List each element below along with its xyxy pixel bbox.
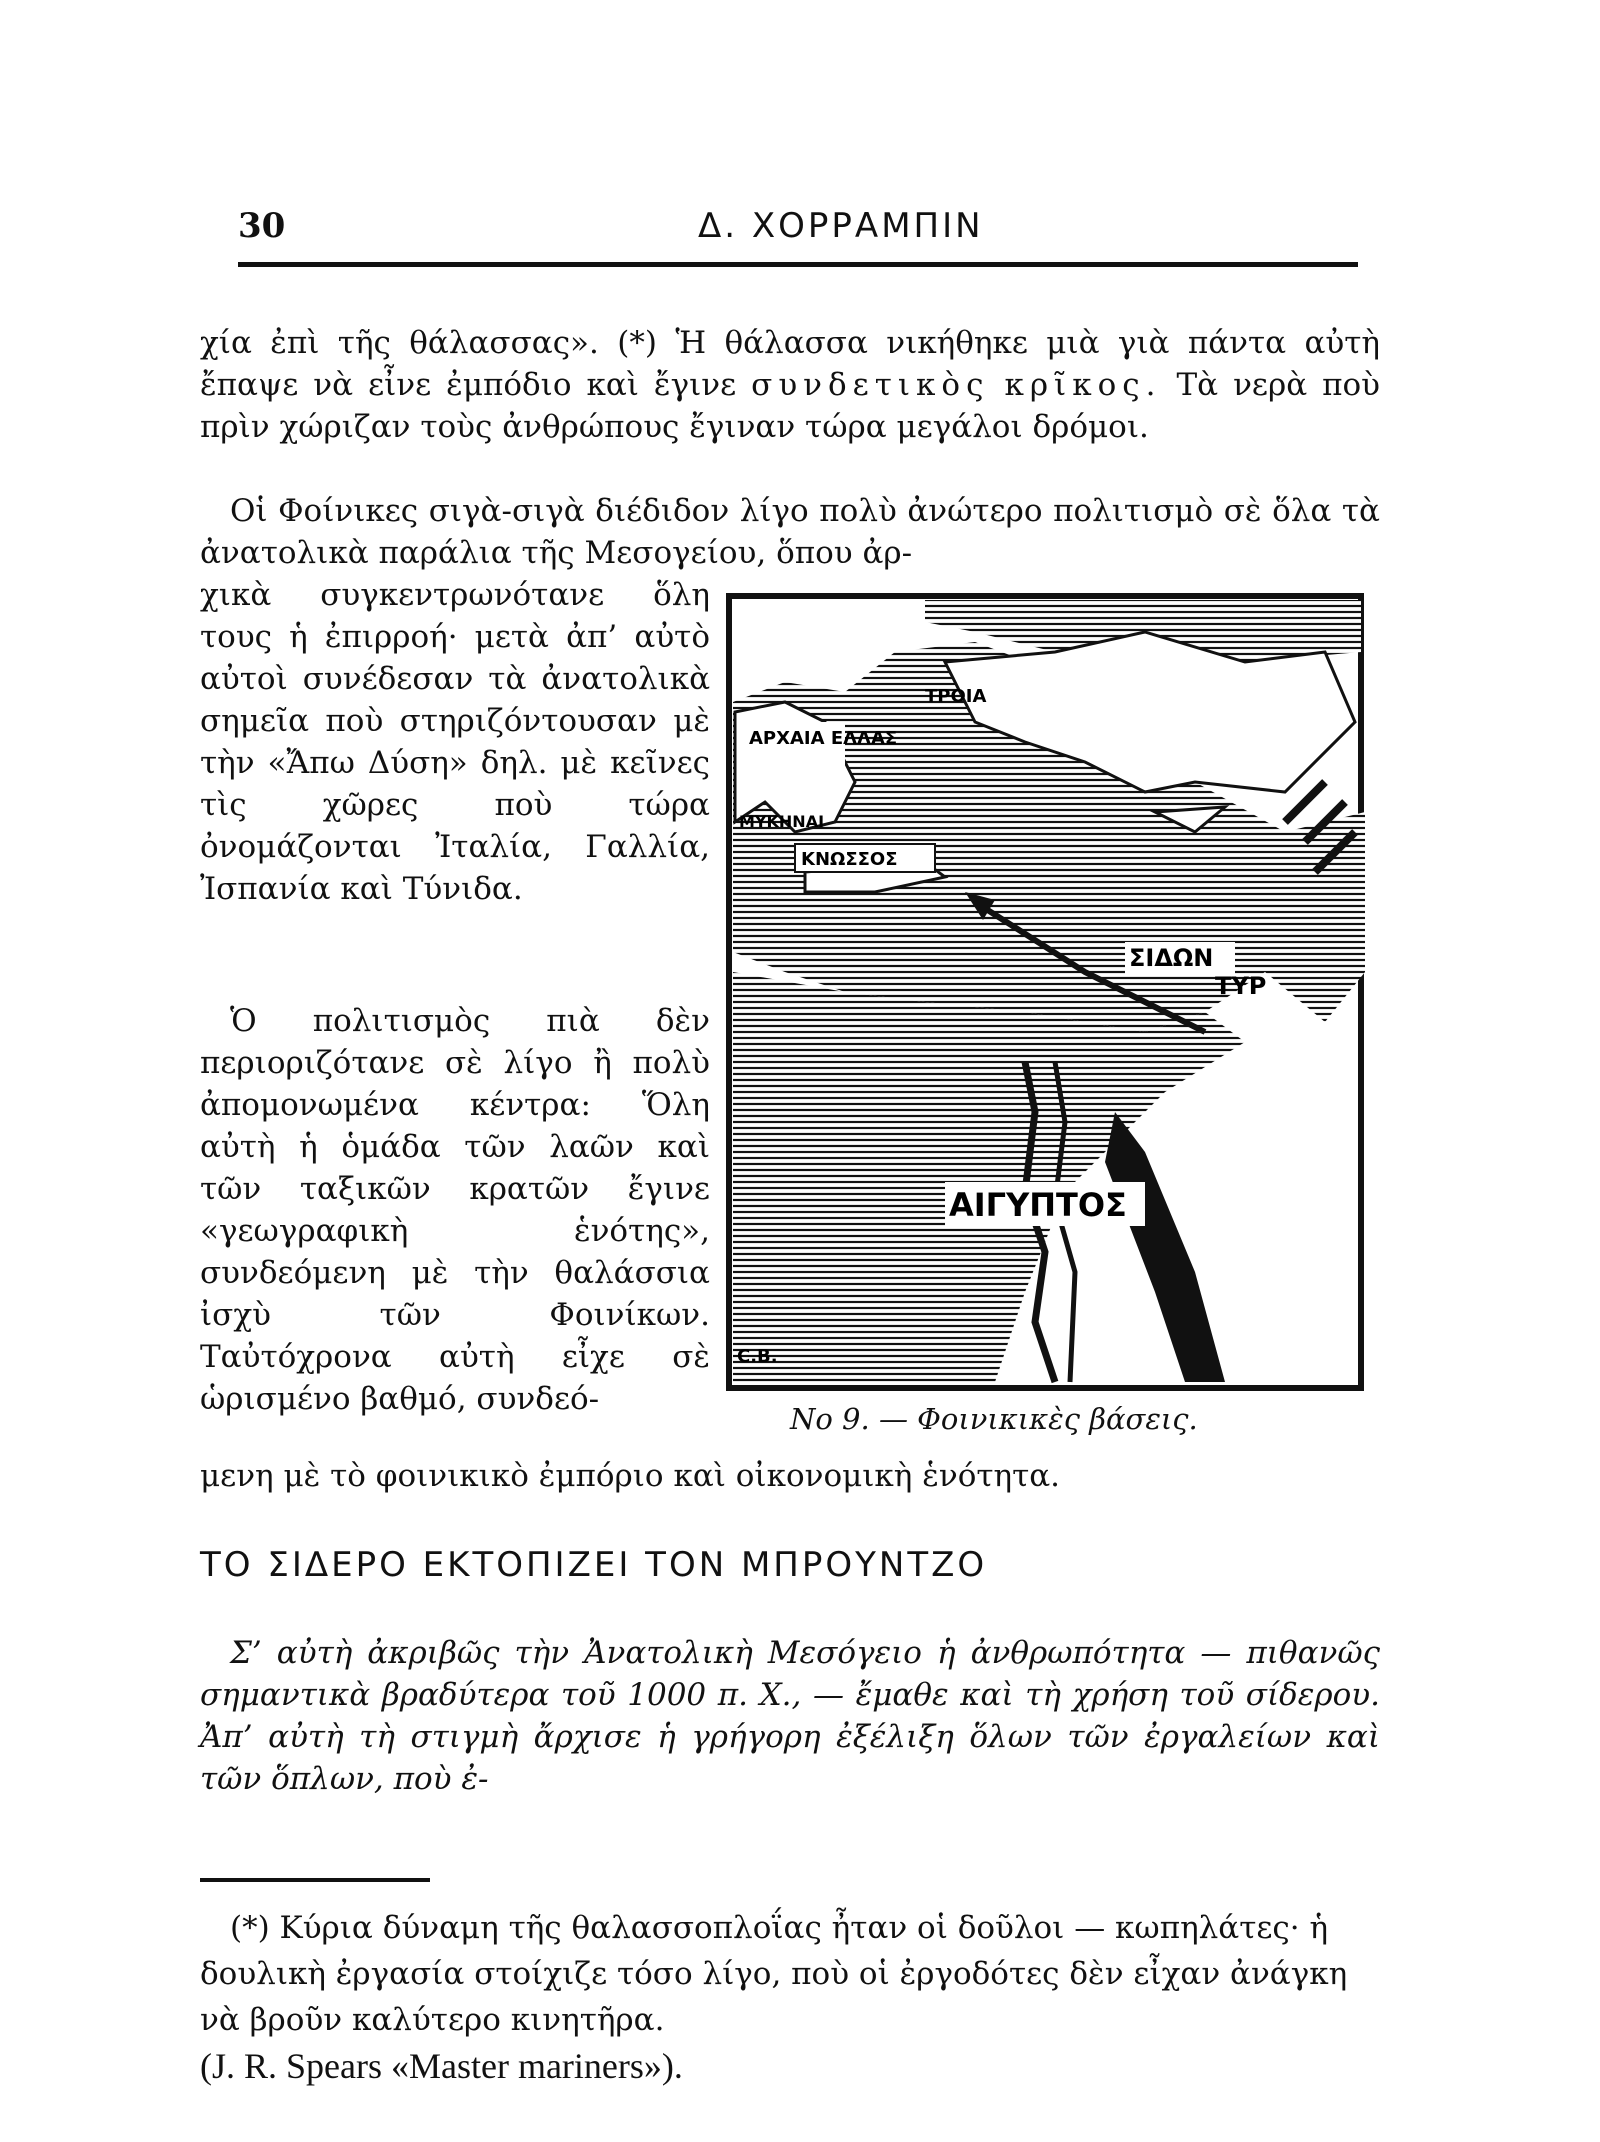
map-label-ellada: ΑΡΧΑΙΑ ΕΛΛΑΣ bbox=[749, 728, 898, 749]
phoenician-bases-map bbox=[725, 592, 1365, 1392]
map-label-aigyptos: ΑΙΓΥΠΤΟΣ bbox=[949, 1186, 1127, 1224]
paragraph-3-continued bbox=[200, 1455, 1380, 1497]
paragraph-2-full-text: Οἱ Φοίνικες σιγὰ-σιγὰ διέδιδον λίγο πολὺ ἀνώτερο πολιτισμὸ σὲ ὅλα τὰ ἀνατολικὰ παράλια τῆς Μεσογείου, ὅπου ἀρ- bbox=[200, 493, 1380, 571]
paragraph-1-spaced-2: κρῖκος. bbox=[1004, 367, 1162, 403]
page-header bbox=[238, 200, 1358, 260]
footnote-rule bbox=[200, 1878, 430, 1882]
paragraph-2-full bbox=[200, 490, 1380, 574]
paragraph-1-spaced-1: συνδετικὸς bbox=[751, 367, 990, 403]
map-credit: C.B. bbox=[737, 1346, 778, 1367]
paragraph-2-column-text: χικὰ συγκεντρωνότανε ὅλη τους ἡ ἐπιρροή· μετὰ ἀπ’ αὐτὸ αὐτοὶ συνέδεσαν τὰ ἀνατολικὰ σημεῖα ποὺ στηριζόντουσαν μὲ τὴν «Ἄπω Δύση» δηλ. μὲ κεῖνες τὶς χῶρες ποὺ τώρα ὀνομάζονται Ἰταλία, Γαλλία, Ἰσπανία καὶ Τύνιδα. bbox=[200, 577, 710, 907]
map-label-tyr: ΤΥΡ bbox=[1215, 972, 1267, 1000]
map-label-sidon: ΣΙΔΩΝ bbox=[1129, 944, 1214, 972]
paragraph-1-text-b: Τὰ νερὰ ποὺ πρὶν χώριζαν τοὺς ἀνθρώπους ἔγιναν τώρα μεγάλοι δρόμοι. bbox=[200, 367, 1381, 445]
paragraph-1 bbox=[200, 322, 1380, 448]
map-label-knossos: ΚΝΩΣΣΟΣ bbox=[801, 849, 898, 870]
paragraph-3-column bbox=[200, 1000, 710, 1420]
map-label-mykinai: ΜΥΚΗΝΑΙ bbox=[739, 812, 825, 831]
footnote-citation: (J. R. Spears «Master mariners»). bbox=[200, 2046, 683, 2086]
map-label-troia: ΤΡΟΙΑ bbox=[925, 686, 987, 707]
paragraph-4-text: Σ’ αὐτὴ ἀκριβῶς τὴν Ἀνατολικὴ Μεσόγειο ἡ ἀνθρωπότητα — πιθανῶς σημαντικὰ βραδύτερα τοῦ 1000 π. Χ., — ἔμαθε καὶ τὴ χρήση τοῦ σίδερου. Ἀπ’ αὐτὴ τὴ στιγμὴ ἄρχισε ἡ γρήγορη ἐξέλιξη ὅλων τῶν ἐργαλείων καὶ τῶν ὅπλων, ποὺ ἐ- bbox=[200, 1635, 1380, 1797]
footnote-text: (*) Κύρια δύναμη τῆς θαλασσοπλοΐας ἦταν οἱ δοῦλοι — κωπηλάτες· ἡ δουλικὴ ἐργασία στοίχιζε τόσο λίγο, ποὺ οἱ ἐργοδότες δὲν εἶχαν ἀνάγκη νὰ βροῦν καλύτερο κινητῆρα. bbox=[200, 1910, 1348, 2038]
footnote bbox=[200, 1905, 1380, 2091]
paragraph-3-column-text: Ὁ πολιτισμὸς πιὰ δὲν περιοριζότανε σὲ λίγο ἢ πολὺ ἀπομονωμένα κέντρα: Ὅλη αὐτὴ ἡ ὁμάδα τῶν λαῶν καὶ τῶν ταξικῶν κρατῶν ἔγινε «γεωγραφικὴ ἑνότης», συνδεόμενη μὲ τὴν θαλάσσια ἰσχὺ τῶν Φοινίκων. Ταὐτόχρονα αὐτὴ εἶχε σὲ ὡρισμένο βαθμό, συνδεό- bbox=[200, 1003, 710, 1417]
running-title: Δ. ΧΟΡΡΑΜΠΙΝ bbox=[698, 206, 984, 246]
figure-caption: Νο 9. — Φοινικικὲς βάσεις. bbox=[790, 1402, 1198, 1436]
paragraph-1-text-a: χία ἐπὶ τῆς θάλασσας». (*) Ἡ θάλασσα νικήθηκε μιὰ γιὰ πάντα αὐτὴ ἔπαψε νὰ εἶνε ἐμπόδιο καὶ ἔγινε bbox=[200, 325, 1380, 403]
header-rule bbox=[238, 262, 1358, 267]
paragraph-2-column bbox=[200, 574, 710, 910]
page-number: 30 bbox=[238, 206, 286, 246]
section-heading: ΤΟ ΣΙΔΕΡΟ ΕΚΤΟΠΙΖΕΙ ΤΟΝ ΜΠΡΟΥΝΤΖΟ bbox=[200, 1545, 988, 1585]
paragraph-3-continued-text: μενη μὲ τὸ φοινικικὸ ἐμπόριο καὶ οἰκονομικὴ ἑνότητα. bbox=[200, 1458, 1061, 1494]
paragraph-4 bbox=[200, 1632, 1380, 1800]
